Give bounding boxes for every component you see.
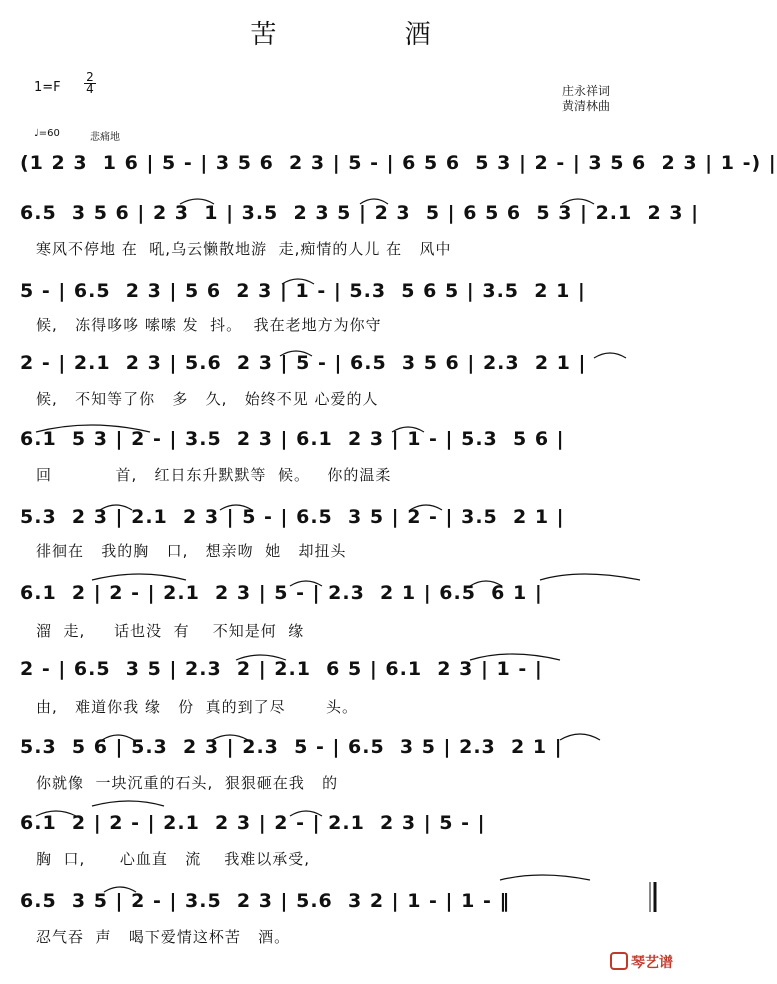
lyrics-line-10: 胸 口, 心血直 流 我难以承受, bbox=[36, 850, 311, 868]
time-sig-top: 2 bbox=[84, 72, 96, 84]
song-title: 苦 酒 bbox=[250, 20, 491, 50]
time-sig-bottom: 4 bbox=[86, 82, 94, 96]
notes-line-3: 5 - | 6.5 2 3 | 5 6 2 3 | 1 - | 5.3 5 6 5 | 3.5 2 1 | bbox=[20, 280, 586, 302]
notes-line-5: 6.1 5 3 | 2 - | 3.5 2 3 | 6.1 2 3 | 1 - | 5.3 5 6 | bbox=[20, 428, 565, 450]
slur bbox=[92, 801, 164, 806]
watermark-logo bbox=[610, 952, 673, 972]
lyrics-line-9: 你就像 一块沉重的石头, 狠狠砸在我 的 bbox=[36, 774, 339, 792]
notes-line-9: 5.3 5 6 | 5.3 2 3 | 2.3 5 - | 6.5 3 5 | 2.3 2 1 | bbox=[20, 736, 563, 758]
slur bbox=[500, 875, 590, 880]
logo-icon bbox=[610, 952, 628, 970]
notes-line-2: 6.5 3 5 6 | 2 3 1 | 3.5 2 3 5 | 2 3 5 | 6 5 6 5 3 | 2.1 2 3 | bbox=[20, 202, 700, 224]
lyrics-line-2: 寒风不停地 在 吼,乌云懒散地游 走,痴情的人儿 在 风中 bbox=[36, 240, 452, 258]
notes-line-7: 6.1 2 | 2 - | 2.1 2 3 | 5 - | 2.3 2 1 | 6.5 6 1 | bbox=[20, 582, 543, 604]
slur bbox=[540, 574, 640, 580]
lyricist: 庄永祥词 bbox=[562, 84, 611, 98]
notes-line-11: 6.5 3 5 | 2 - | 3.5 2 3 | 5.6 3 2 | 1 - | 1 - ‖ bbox=[20, 890, 510, 912]
notes-line-6: 5.3 2 3 | 2.1 2 3 | 5 - | 6.5 3 5 | 2 - | 3.5 2 1 | bbox=[20, 506, 565, 528]
lyrics-line-7: 溜 走, 话也没 有 不知是何 缘 bbox=[36, 622, 305, 640]
notes-line-4: 2 - | 2.1 2 3 | 5.6 2 3 | 5 - | 6.5 3 5 6 | 2.3 2 1 | bbox=[20, 352, 587, 374]
lyrics-line-11: 忍气吞 声 喝下爱情这杯苦 酒。 bbox=[36, 928, 291, 946]
watermark-text: 琴艺谱 bbox=[631, 955, 673, 971]
notes-line-8: 2 - | 6.5 3 5 | 2.3 2 | 2.1 6 5 | 6.1 2 3 | 1 - | bbox=[20, 658, 543, 680]
composer: 黄清林曲 bbox=[562, 99, 611, 113]
lyrics-line-8: 由, 难道你我 缘 份 真的到了尽 头。 bbox=[36, 698, 359, 716]
slur bbox=[92, 574, 186, 580]
key-signature: 1=F bbox=[34, 80, 61, 95]
lyrics-line-5: 回 首, 红日东升默默等 候。 你的温柔 bbox=[36, 466, 392, 484]
expression-marking: 悲痛地 bbox=[90, 132, 120, 143]
lyrics-line-3: 候, 冻得哆哆 嗦嗦 发 抖。 我在老地方为你守 bbox=[36, 316, 382, 334]
lyrics-line-6: 徘徊在 我的胸 口, 想亲吻 她 却扭头 bbox=[36, 542, 347, 560]
notes-line-10: 6.1 2 | 2 - | 2.1 2 3 | 2 - | 2.1 2 3 | 5 - | bbox=[20, 812, 486, 834]
lyrics-line-4: 候, 不知等了你 多 久, 始终不见 心爱的人 bbox=[36, 390, 379, 408]
notes-line-1: (1 2 3 1 6 | 5 - | 3 5 6 2 3 | 5 - | 6 5 6 5 3 | 2 - | 3 5 6 2 3 | 1 -) | bbox=[20, 152, 777, 174]
time-signature bbox=[84, 72, 96, 95]
credits bbox=[562, 84, 610, 114]
tempo-marking: ♩=60 bbox=[34, 128, 60, 139]
